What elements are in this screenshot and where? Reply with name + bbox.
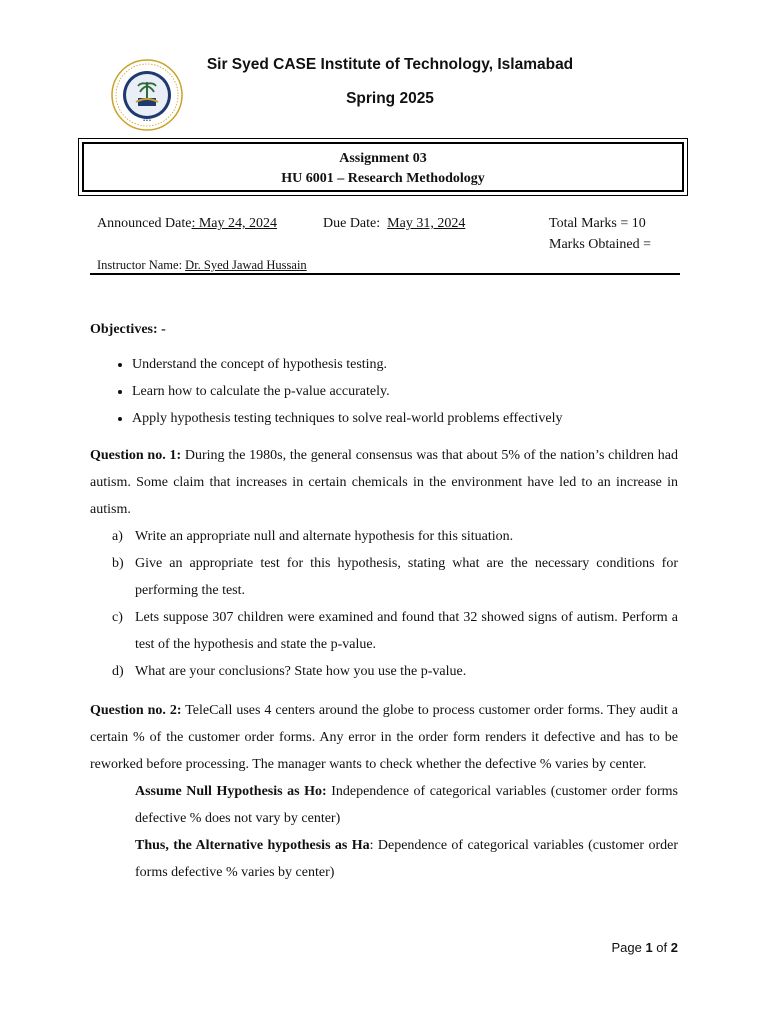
announced-date: [97, 216, 277, 232]
question-2-label: Question no. 2:: [90, 703, 182, 718]
page-total: 2: [670, 940, 678, 955]
due-label: Due Date:: [323, 216, 381, 231]
list-item: [90, 658, 678, 685]
term-label: Spring 2025: [346, 90, 434, 107]
part-label: c): [112, 610, 123, 625]
alternative-hypothesis: [90, 832, 678, 886]
objective-item: • Learn how to calculate the p-value accurately.: [132, 378, 678, 405]
part-label: d): [112, 664, 124, 679]
question-1: [90, 442, 678, 523]
announced-value: : May 24, 2024: [191, 216, 278, 231]
null-hypothesis-text: Independence of categorical variables (customer order forms defective % does not vary by center): [135, 784, 678, 826]
objective-item: • Understand the concept of hypothesis testing.: [132, 351, 678, 378]
due-date: [323, 216, 465, 232]
due-value: May 31, 2024: [387, 216, 466, 231]
null-hypothesis: [90, 778, 678, 832]
institute-name: Sir Syed CASE Institute of Technology, Islamabad: [206, 56, 574, 73]
list-item: [90, 550, 678, 604]
of-word: of: [652, 940, 671, 955]
null-hypothesis-label: Assume Null Hypothesis as Ho:: [135, 784, 327, 799]
svg-text:•••: •••: [142, 118, 152, 124]
question-1-label: Question no. 1:: [90, 448, 182, 463]
assignment-body: [90, 316, 678, 886]
list-item: [90, 604, 678, 658]
part-label: a): [112, 529, 123, 544]
institute-seal-icon: [110, 58, 184, 132]
objective-item: • Apply hypothesis testing techniques to solve real-world problems effectively: [132, 405, 678, 432]
question-2: [90, 697, 678, 778]
alternative-hypothesis-label: Thus, the Alternative hypothesis as Ha: [135, 838, 370, 853]
question-2-text: TeleCall uses 4 centers around the globe to process customer order forms. They audit a certain % of the customer order forms. Any error in the order form renders it defective and has to be reworked before processing. The manager wants to check whether the defective % varies by center.: [90, 703, 679, 772]
part-text: Give an appropriate test for this hypothesis, stating what are the necessary conditions for performing the test.: [135, 556, 678, 598]
course-title: HU 6001 – Research Methodology: [281, 171, 485, 186]
objectives-list: [90, 351, 678, 432]
question-1-parts: [90, 523, 678, 685]
objectives-heading: Objectives: -: [90, 322, 166, 337]
page-current: 1: [645, 940, 653, 955]
instructor-value: Dr. Syed Jawad Hussain: [185, 258, 307, 272]
page-word: Page: [611, 940, 646, 955]
part-text: Lets suppose 307 children were examined and found that 32 showed signs of autism. Perform a test of the hypothesis and state the p-value.: [135, 610, 678, 652]
total-marks: Total Marks = 10: [549, 216, 646, 231]
announced-label: Announced Date: [97, 216, 192, 231]
assignment-title-box: [78, 138, 688, 196]
question-1-text: During the 1980s, the general consensus was that about 5% of the nation’s children had autism. Some claim that increases in certain chemicals in the environment have led to an increase in autism.: [90, 448, 678, 517]
header-divider: [90, 273, 680, 275]
instructor-label: Instructor Name:: [97, 258, 183, 272]
assignment-number: Assignment 03: [339, 151, 427, 166]
part-label: b): [112, 556, 124, 571]
alternative-hypothesis-text: : Dependence of categorical variables (customer order forms defective % varies by center): [135, 838, 679, 880]
list-item: [90, 523, 678, 550]
part-text: Write an appropriate null and alternate hypothesis for this situation.: [135, 529, 514, 544]
page-number: [611, 940, 678, 955]
marks-obtained: Marks Obtained =: [549, 237, 651, 252]
part-text: What are your conclusions? State how you use the p-value.: [135, 664, 467, 679]
instructor-name: [97, 258, 307, 273]
